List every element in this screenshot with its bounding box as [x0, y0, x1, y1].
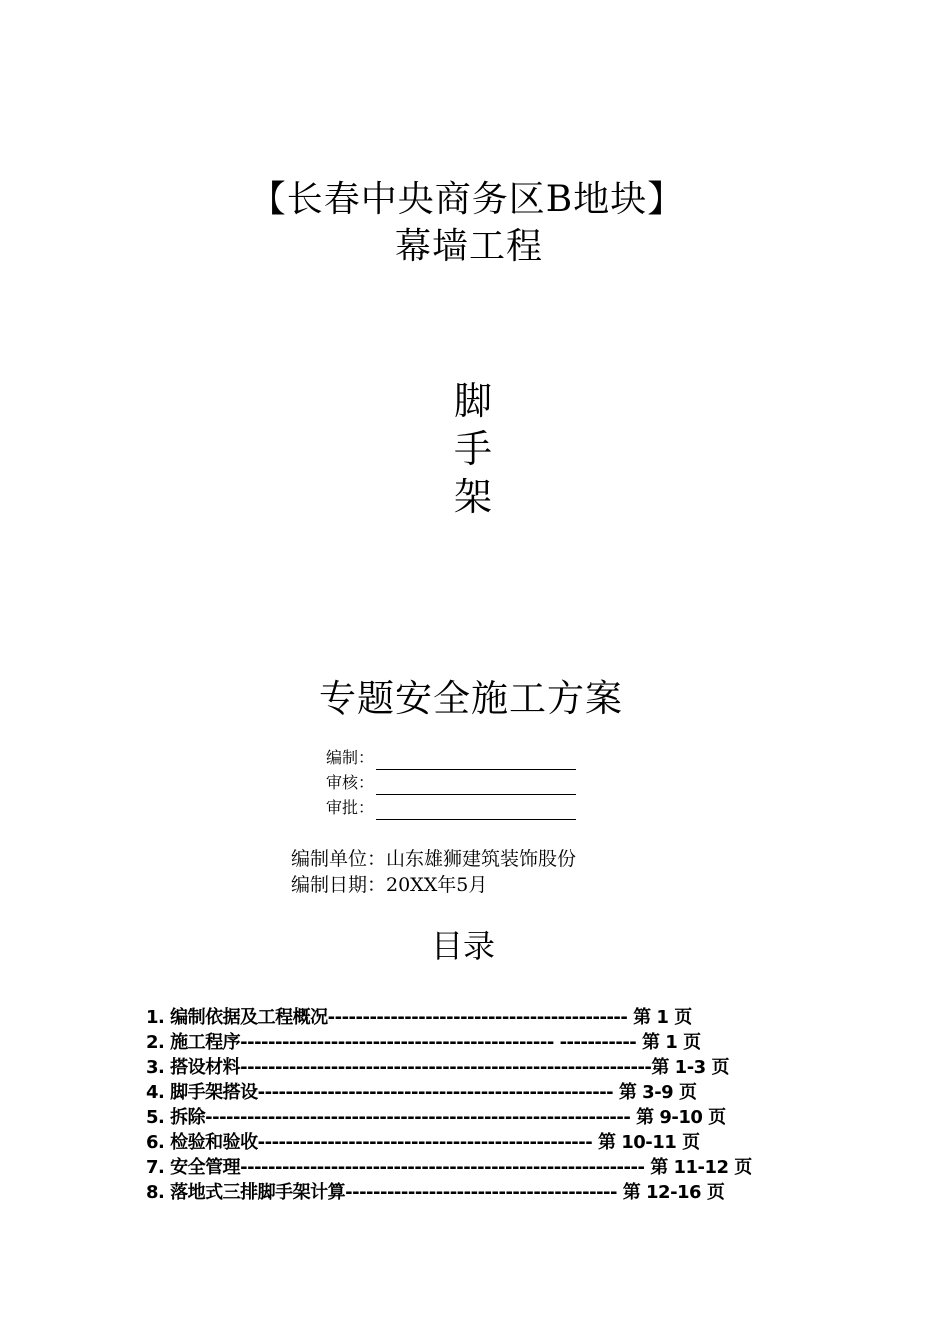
vertical-title-char: 手 [453, 427, 492, 471]
toc-item: 1. 编制依据及工程概况------------------------------------------- 第 1 页 [146, 1007, 692, 1028]
signoff-label: 审核： [326, 773, 375, 792]
toc-item: 2. 施工程序--------------------------------------------- ----------- 第 1 页 [146, 1032, 701, 1053]
toc-item: 4. 脚手架搭设--------------------------------------------------- 第 3-9 页 [146, 1082, 697, 1103]
compiling-unit: 编制单位：山东雄狮建筑装饰股份 [291, 848, 577, 870]
signoff-label: 编制： [326, 748, 375, 767]
signoff-row-approve [326, 796, 576, 820]
vertical-title-char: 脚 [453, 379, 492, 423]
document-title: 专题安全施工方案 [319, 677, 623, 720]
signoff-label: 审批： [326, 798, 375, 817]
signature-line [376, 776, 576, 795]
compiling-date: 编制日期：20XX年5月 [291, 874, 488, 896]
signature-line [376, 801, 576, 820]
toc-item: 8. 落地式三排脚手架计算--------------------------------------- 第 12-16 页 [146, 1182, 725, 1203]
toc-item: 3. 搭设材料-----------------------------------------------------------第 1-3 页 [146, 1057, 729, 1078]
toc-item: 7. 安全管理---------------------------------------------------------- 第 11-12 页 [146, 1157, 752, 1178]
signoff-row-review [326, 771, 576, 795]
project-title: 【长春中央商务区B地块】 [249, 179, 685, 220]
toc-item: 6. 检验和验收------------------------------------------------ 第 10-11 页 [146, 1132, 700, 1153]
signature-line [376, 751, 576, 770]
toc-item: 5. 拆除------------------------------------------------------------- 第 9-10 页 [146, 1107, 726, 1128]
project-subtitle: 幕墙工程 [394, 226, 543, 267]
signoff-row-compile [326, 746, 576, 770]
toc-title: 目录 [430, 927, 495, 965]
vertical-title-char: 架 [453, 475, 492, 519]
